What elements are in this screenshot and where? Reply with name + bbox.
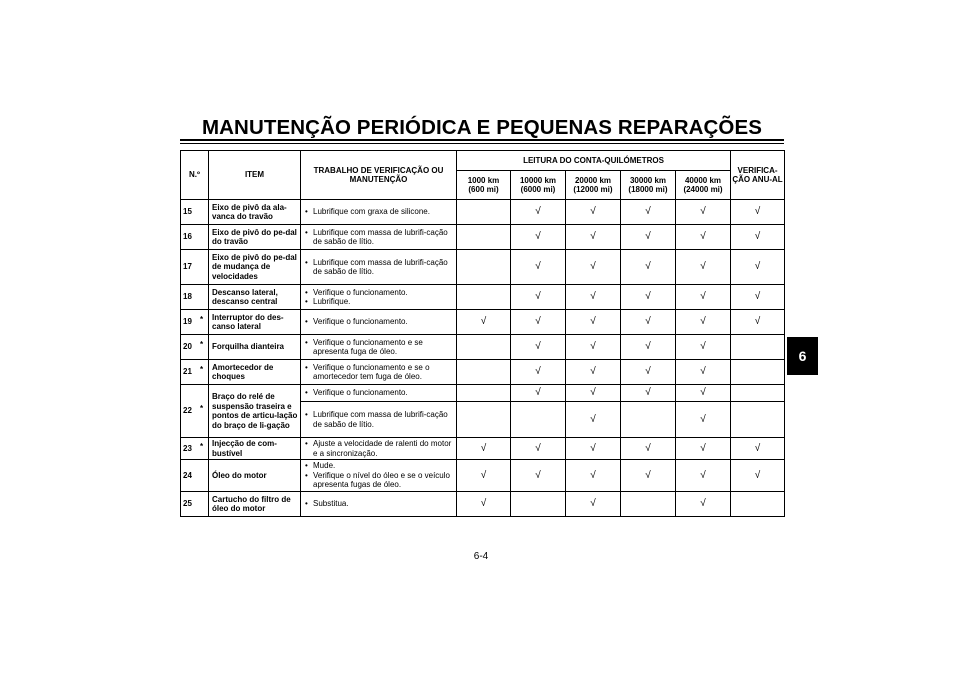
annual-check-cell bbox=[731, 335, 785, 360]
check-mark-icon: √ bbox=[754, 206, 761, 218]
annual-check-cell bbox=[731, 250, 785, 285]
check-mark-icon: √ bbox=[645, 387, 651, 399]
work-step-text: Lubrifique com massa de lubrifi-cação de sabão de lítio. bbox=[313, 257, 448, 276]
bullet-icon: • bbox=[305, 297, 308, 306]
check-mark-icon: √ bbox=[590, 498, 596, 510]
check-mark-icon: √ bbox=[700, 261, 706, 273]
bullet-icon: • bbox=[305, 362, 308, 372]
work-step bbox=[305, 363, 454, 382]
work-step-text: Verifique o funcionamento. bbox=[313, 317, 408, 327]
interval-km: 1000 km bbox=[467, 175, 500, 185]
work-step bbox=[305, 258, 454, 277]
maintenance-table bbox=[180, 150, 785, 517]
interval-check-cell bbox=[457, 460, 511, 492]
check-mark-icon: √ bbox=[700, 442, 706, 454]
header-number: N.º bbox=[181, 151, 209, 200]
row-number-text: 15 bbox=[183, 207, 192, 217]
check-mark-icon: √ bbox=[645, 366, 651, 378]
interval-check-cell bbox=[511, 225, 566, 250]
header-annual: VERIFICA-ÇÃO ANU-AL bbox=[731, 151, 785, 200]
interval-check-cell bbox=[676, 310, 731, 335]
row-number bbox=[181, 460, 209, 492]
interval-check-cell bbox=[511, 492, 566, 517]
interval-check-cell bbox=[511, 335, 566, 360]
interval-check-cell bbox=[457, 310, 511, 335]
table-row bbox=[181, 285, 785, 310]
check-mark-icon: √ bbox=[645, 291, 651, 303]
annual-check-cell bbox=[731, 492, 785, 517]
work-step bbox=[305, 410, 454, 429]
interval-mi: (6000 mi) bbox=[520, 185, 556, 194]
work-step bbox=[305, 388, 454, 398]
check-mark-icon: √ bbox=[535, 291, 541, 303]
row-item: Descanso lateral, descanso central bbox=[209, 285, 301, 310]
interval-check-cell bbox=[621, 200, 676, 225]
row-work bbox=[301, 310, 457, 335]
work-step bbox=[305, 471, 454, 490]
row-number bbox=[181, 225, 209, 250]
row-number bbox=[181, 492, 209, 517]
header-item: ITEM bbox=[209, 151, 301, 200]
work-step bbox=[305, 297, 454, 307]
interval-check-cell bbox=[621, 335, 676, 360]
check-mark-icon: √ bbox=[590, 469, 596, 481]
interval-check-cell bbox=[621, 492, 676, 517]
interval-check-cell bbox=[566, 492, 621, 517]
interval-check-cell bbox=[511, 310, 566, 335]
check-mark-icon: √ bbox=[590, 261, 596, 273]
interval-check-cell bbox=[566, 200, 621, 225]
check-mark-icon: √ bbox=[645, 316, 651, 328]
interval-km: 20000 km bbox=[574, 175, 612, 185]
check-mark-icon: √ bbox=[535, 316, 541, 328]
interval-check-cell bbox=[676, 285, 731, 310]
row-work bbox=[301, 385, 457, 402]
title-rule bbox=[180, 139, 784, 141]
interval-check-cell bbox=[511, 200, 566, 225]
table-row bbox=[181, 250, 785, 285]
header-odometer: LEITURA DO CONTA-QUILÓMETROS bbox=[457, 151, 731, 171]
work-step bbox=[305, 317, 454, 327]
row-work bbox=[301, 438, 457, 460]
row-number-text: 18 bbox=[183, 292, 192, 302]
row-work bbox=[301, 402, 457, 438]
row-number-text: 21 bbox=[183, 367, 192, 377]
check-mark-icon: √ bbox=[535, 387, 541, 399]
interval-check-cell bbox=[676, 492, 731, 517]
chapter-tab: 6 bbox=[787, 337, 818, 375]
interval-check-cell bbox=[621, 360, 676, 385]
annual-check-cell bbox=[731, 225, 785, 250]
row-number bbox=[181, 310, 209, 335]
row-work bbox=[301, 335, 457, 360]
check-mark-icon: √ bbox=[535, 442, 541, 454]
interval-check-cell bbox=[566, 360, 621, 385]
interval-check-cell bbox=[676, 402, 731, 438]
row-work bbox=[301, 250, 457, 285]
work-step-text: Verifique o funcionamento. bbox=[313, 388, 408, 398]
interval-check-cell bbox=[621, 438, 676, 460]
dealer-service-asterisk: * bbox=[200, 365, 204, 374]
interval-check-cell bbox=[621, 460, 676, 492]
check-mark-icon: √ bbox=[535, 261, 541, 273]
interval-check-cell bbox=[511, 360, 566, 385]
bullet-icon: • bbox=[305, 207, 308, 217]
check-mark-icon: √ bbox=[645, 261, 651, 273]
bullet-icon: • bbox=[305, 227, 308, 237]
row-number-text: 22 bbox=[183, 406, 192, 416]
interval-check-cell bbox=[511, 285, 566, 310]
interval-mi: (12000 mi) bbox=[573, 185, 613, 194]
check-mark-icon: √ bbox=[590, 387, 596, 399]
check-mark-icon: √ bbox=[700, 341, 706, 353]
interval-check-cell bbox=[457, 225, 511, 250]
row-item: Amortecedor de choques bbox=[209, 360, 301, 385]
annual-check-cell bbox=[731, 460, 785, 492]
interval-mi: (18000 mi) bbox=[628, 185, 668, 194]
interval-check-cell bbox=[511, 402, 566, 438]
row-item: Eixo de pivô da ala-vanca do travão bbox=[209, 200, 301, 225]
work-step bbox=[305, 439, 454, 458]
annual-check-cell bbox=[731, 360, 785, 385]
check-mark-icon: √ bbox=[645, 231, 651, 243]
interval-check-cell bbox=[621, 310, 676, 335]
check-mark-icon: √ bbox=[535, 341, 541, 353]
bullet-icon: • bbox=[305, 470, 308, 480]
interval-check-cell bbox=[676, 200, 731, 225]
interval-check-cell bbox=[621, 285, 676, 310]
interval-check-cell bbox=[676, 385, 731, 402]
header-interval bbox=[676, 171, 731, 200]
interval-check-cell bbox=[566, 438, 621, 460]
interval-check-cell bbox=[566, 250, 621, 285]
interval-check-cell bbox=[457, 402, 511, 438]
check-mark-icon: √ bbox=[590, 366, 596, 378]
bullet-icon: • bbox=[305, 410, 308, 419]
check-mark-icon: √ bbox=[700, 413, 706, 425]
check-mark-icon: √ bbox=[590, 316, 596, 328]
row-work bbox=[301, 492, 457, 517]
interval-check-cell bbox=[676, 360, 731, 385]
check-mark-icon: √ bbox=[480, 316, 487, 328]
interval-check-cell bbox=[566, 310, 621, 335]
interval-check-cell bbox=[457, 438, 511, 460]
bullet-icon: • bbox=[305, 499, 308, 509]
dealer-service-asterisk: * bbox=[200, 340, 204, 349]
work-step-text: Verifique o funcionamento e se apresenta fuga de óleo. bbox=[313, 337, 423, 356]
bullet-icon: • bbox=[305, 257, 308, 267]
check-mark-icon: √ bbox=[754, 261, 761, 273]
header-interval bbox=[621, 171, 676, 200]
dealer-service-asterisk: * bbox=[200, 315, 204, 324]
row-work bbox=[301, 460, 457, 492]
check-mark-icon: √ bbox=[535, 231, 541, 243]
check-mark-icon: √ bbox=[590, 442, 596, 454]
interval-km: 30000 km bbox=[629, 175, 667, 185]
row-number-text: 16 bbox=[183, 232, 192, 242]
dealer-service-asterisk: * bbox=[200, 404, 204, 413]
check-mark-icon: √ bbox=[535, 206, 541, 218]
work-step bbox=[305, 461, 454, 471]
interval-check-cell bbox=[621, 225, 676, 250]
interval-check-cell bbox=[457, 285, 511, 310]
check-mark-icon: √ bbox=[480, 442, 487, 454]
interval-check-cell bbox=[566, 460, 621, 492]
check-mark-icon: √ bbox=[700, 316, 706, 328]
work-step-text: Lubrifique. bbox=[313, 297, 351, 306]
work-step-text: Lubrifique com massa de lubrifi-cação de sabão de lítio. bbox=[313, 227, 448, 246]
header-interval bbox=[457, 171, 511, 200]
row-item: Braço do relé de suspensão traseira e pontos de articu-lação do braço de li-gação bbox=[209, 385, 301, 438]
row-work bbox=[301, 360, 457, 385]
interval-check-cell bbox=[457, 335, 511, 360]
work-step-text: Ajuste a velocidade de ralenti do motor e a sincronização. bbox=[313, 439, 452, 458]
row-number-text: 19 bbox=[183, 317, 192, 327]
annual-check-cell bbox=[731, 385, 785, 402]
check-mark-icon: √ bbox=[590, 231, 596, 243]
interval-check-cell bbox=[566, 225, 621, 250]
row-number-text: 24 bbox=[183, 470, 192, 480]
table-row bbox=[181, 335, 785, 360]
table-row bbox=[181, 460, 785, 492]
interval-check-cell bbox=[457, 492, 511, 517]
interval-check-cell bbox=[676, 438, 731, 460]
interval-check-cell bbox=[511, 250, 566, 285]
row-number bbox=[181, 385, 209, 438]
work-step-text: Verifique o funcionamento e se o amortecedor tem fuga de óleo. bbox=[313, 362, 430, 381]
check-mark-icon: √ bbox=[754, 442, 761, 454]
row-number-text: 17 bbox=[183, 262, 192, 272]
check-mark-icon: √ bbox=[480, 469, 487, 481]
check-mark-icon: √ bbox=[645, 469, 651, 481]
annual-check-cell bbox=[731, 285, 785, 310]
work-step bbox=[305, 499, 454, 509]
interval-check-cell bbox=[511, 385, 566, 402]
interval-km: 40000 km bbox=[684, 175, 722, 185]
check-mark-icon: √ bbox=[754, 316, 761, 328]
row-number bbox=[181, 200, 209, 225]
row-item: Óleo do motor bbox=[209, 460, 301, 492]
table-row bbox=[181, 360, 785, 385]
row-number-text: 25 bbox=[183, 499, 192, 509]
interval-check-cell bbox=[621, 402, 676, 438]
interval-check-cell bbox=[676, 250, 731, 285]
check-mark-icon: √ bbox=[535, 469, 541, 481]
row-work bbox=[301, 225, 457, 250]
interval-mi: (600 mi) bbox=[468, 185, 499, 194]
bullet-icon: • bbox=[305, 287, 308, 297]
check-mark-icon: √ bbox=[700, 387, 706, 399]
work-step-text: Verifique o funcionamento. bbox=[313, 287, 408, 297]
interval-check-cell bbox=[457, 385, 511, 402]
page-title: MANUTENÇÃO PERIÓDICA E PEQUENAS REPARAÇÕES bbox=[201, 116, 763, 139]
work-step-text: Verifique o nível do óleo e se o veículo apresenta fugas de óleo. bbox=[313, 470, 450, 490]
check-mark-icon: √ bbox=[590, 206, 596, 218]
header-interval bbox=[566, 171, 621, 200]
title-rule-thin bbox=[180, 143, 784, 144]
row-item: Forquilha dianteira bbox=[209, 335, 301, 360]
check-mark-icon: √ bbox=[700, 469, 706, 481]
check-mark-icon: √ bbox=[754, 291, 761, 303]
dealer-service-asterisk: * bbox=[200, 441, 204, 451]
interval-check-cell bbox=[676, 225, 731, 250]
row-work bbox=[301, 285, 457, 310]
row-number bbox=[181, 285, 209, 310]
interval-check-cell bbox=[457, 250, 511, 285]
check-mark-icon: √ bbox=[590, 413, 596, 425]
annual-check-cell bbox=[731, 402, 785, 438]
header-work: TRABALHO DE VERIFICAÇÃO OU MANUTENÇÃO bbox=[301, 151, 457, 200]
interval-km: 10000 km bbox=[519, 175, 557, 185]
table-row bbox=[181, 310, 785, 335]
work-step-text: Substitua. bbox=[313, 499, 349, 509]
row-number bbox=[181, 360, 209, 385]
interval-check-cell bbox=[566, 285, 621, 310]
check-mark-icon: √ bbox=[590, 341, 596, 353]
check-mark-icon: √ bbox=[754, 469, 761, 481]
check-mark-icon: √ bbox=[700, 231, 706, 243]
check-mark-icon: √ bbox=[535, 366, 541, 378]
interval-check-cell bbox=[621, 385, 676, 402]
row-number bbox=[181, 250, 209, 285]
check-mark-icon: √ bbox=[645, 206, 651, 218]
check-mark-icon: √ bbox=[590, 291, 596, 303]
interval-check-cell bbox=[676, 460, 731, 492]
table-row bbox=[181, 438, 785, 460]
bullet-icon: • bbox=[305, 439, 308, 448]
interval-check-cell bbox=[511, 438, 566, 460]
work-step-text: Mude. bbox=[313, 461, 336, 471]
bullet-icon: • bbox=[305, 337, 308, 347]
table-row bbox=[181, 492, 785, 517]
work-step bbox=[305, 207, 454, 217]
interval-check-cell bbox=[566, 385, 621, 402]
work-step bbox=[305, 288, 454, 298]
interval-check-cell bbox=[566, 402, 621, 438]
table-row bbox=[181, 225, 785, 250]
interval-check-cell bbox=[457, 360, 511, 385]
row-number-text: 20 bbox=[183, 342, 192, 352]
work-step-text: Lubrifique com graxa de silicone. bbox=[313, 207, 430, 217]
row-number-text: 23 bbox=[183, 443, 192, 453]
row-item: Eixo de pivô do pe-dal do travão bbox=[209, 225, 301, 250]
check-mark-icon: √ bbox=[700, 206, 706, 218]
check-mark-icon: √ bbox=[700, 366, 706, 378]
row-item: Interruptor do des-canso lateral bbox=[209, 310, 301, 335]
interval-mi: (24000 mi) bbox=[683, 185, 723, 194]
work-step bbox=[305, 338, 454, 357]
interval-check-cell bbox=[511, 460, 566, 492]
annual-check-cell bbox=[731, 200, 785, 225]
bullet-icon: • bbox=[305, 317, 308, 327]
row-number bbox=[181, 335, 209, 360]
page-number: 6-4 bbox=[473, 551, 489, 562]
row-item: Eixo de pivô do pe-dal de mudança de velocidades bbox=[209, 250, 301, 285]
check-mark-icon: √ bbox=[645, 442, 651, 454]
check-mark-icon: √ bbox=[700, 498, 706, 510]
row-item: Injecção de com-bustível bbox=[209, 438, 301, 460]
interval-check-cell bbox=[621, 250, 676, 285]
interval-check-cell bbox=[566, 335, 621, 360]
row-number bbox=[181, 438, 209, 460]
check-mark-icon: √ bbox=[645, 341, 651, 353]
row-work bbox=[301, 200, 457, 225]
bullet-icon: • bbox=[305, 461, 308, 471]
work-step bbox=[305, 228, 454, 247]
check-mark-icon: √ bbox=[700, 291, 706, 303]
work-step-text: Lubrifique com massa de lubrifi-cação de sabão de lítio. bbox=[313, 410, 448, 429]
check-mark-icon: √ bbox=[480, 498, 487, 510]
table-row bbox=[181, 200, 785, 225]
header-interval bbox=[511, 171, 566, 200]
interval-check-cell bbox=[676, 335, 731, 360]
row-item: Cartucho do filtro de óleo do motor bbox=[209, 492, 301, 517]
table-row bbox=[181, 385, 785, 402]
annual-check-cell bbox=[731, 438, 785, 460]
interval-check-cell bbox=[457, 200, 511, 225]
bullet-icon: • bbox=[305, 388, 308, 398]
annual-check-cell bbox=[731, 310, 785, 335]
check-mark-icon: √ bbox=[754, 231, 761, 243]
